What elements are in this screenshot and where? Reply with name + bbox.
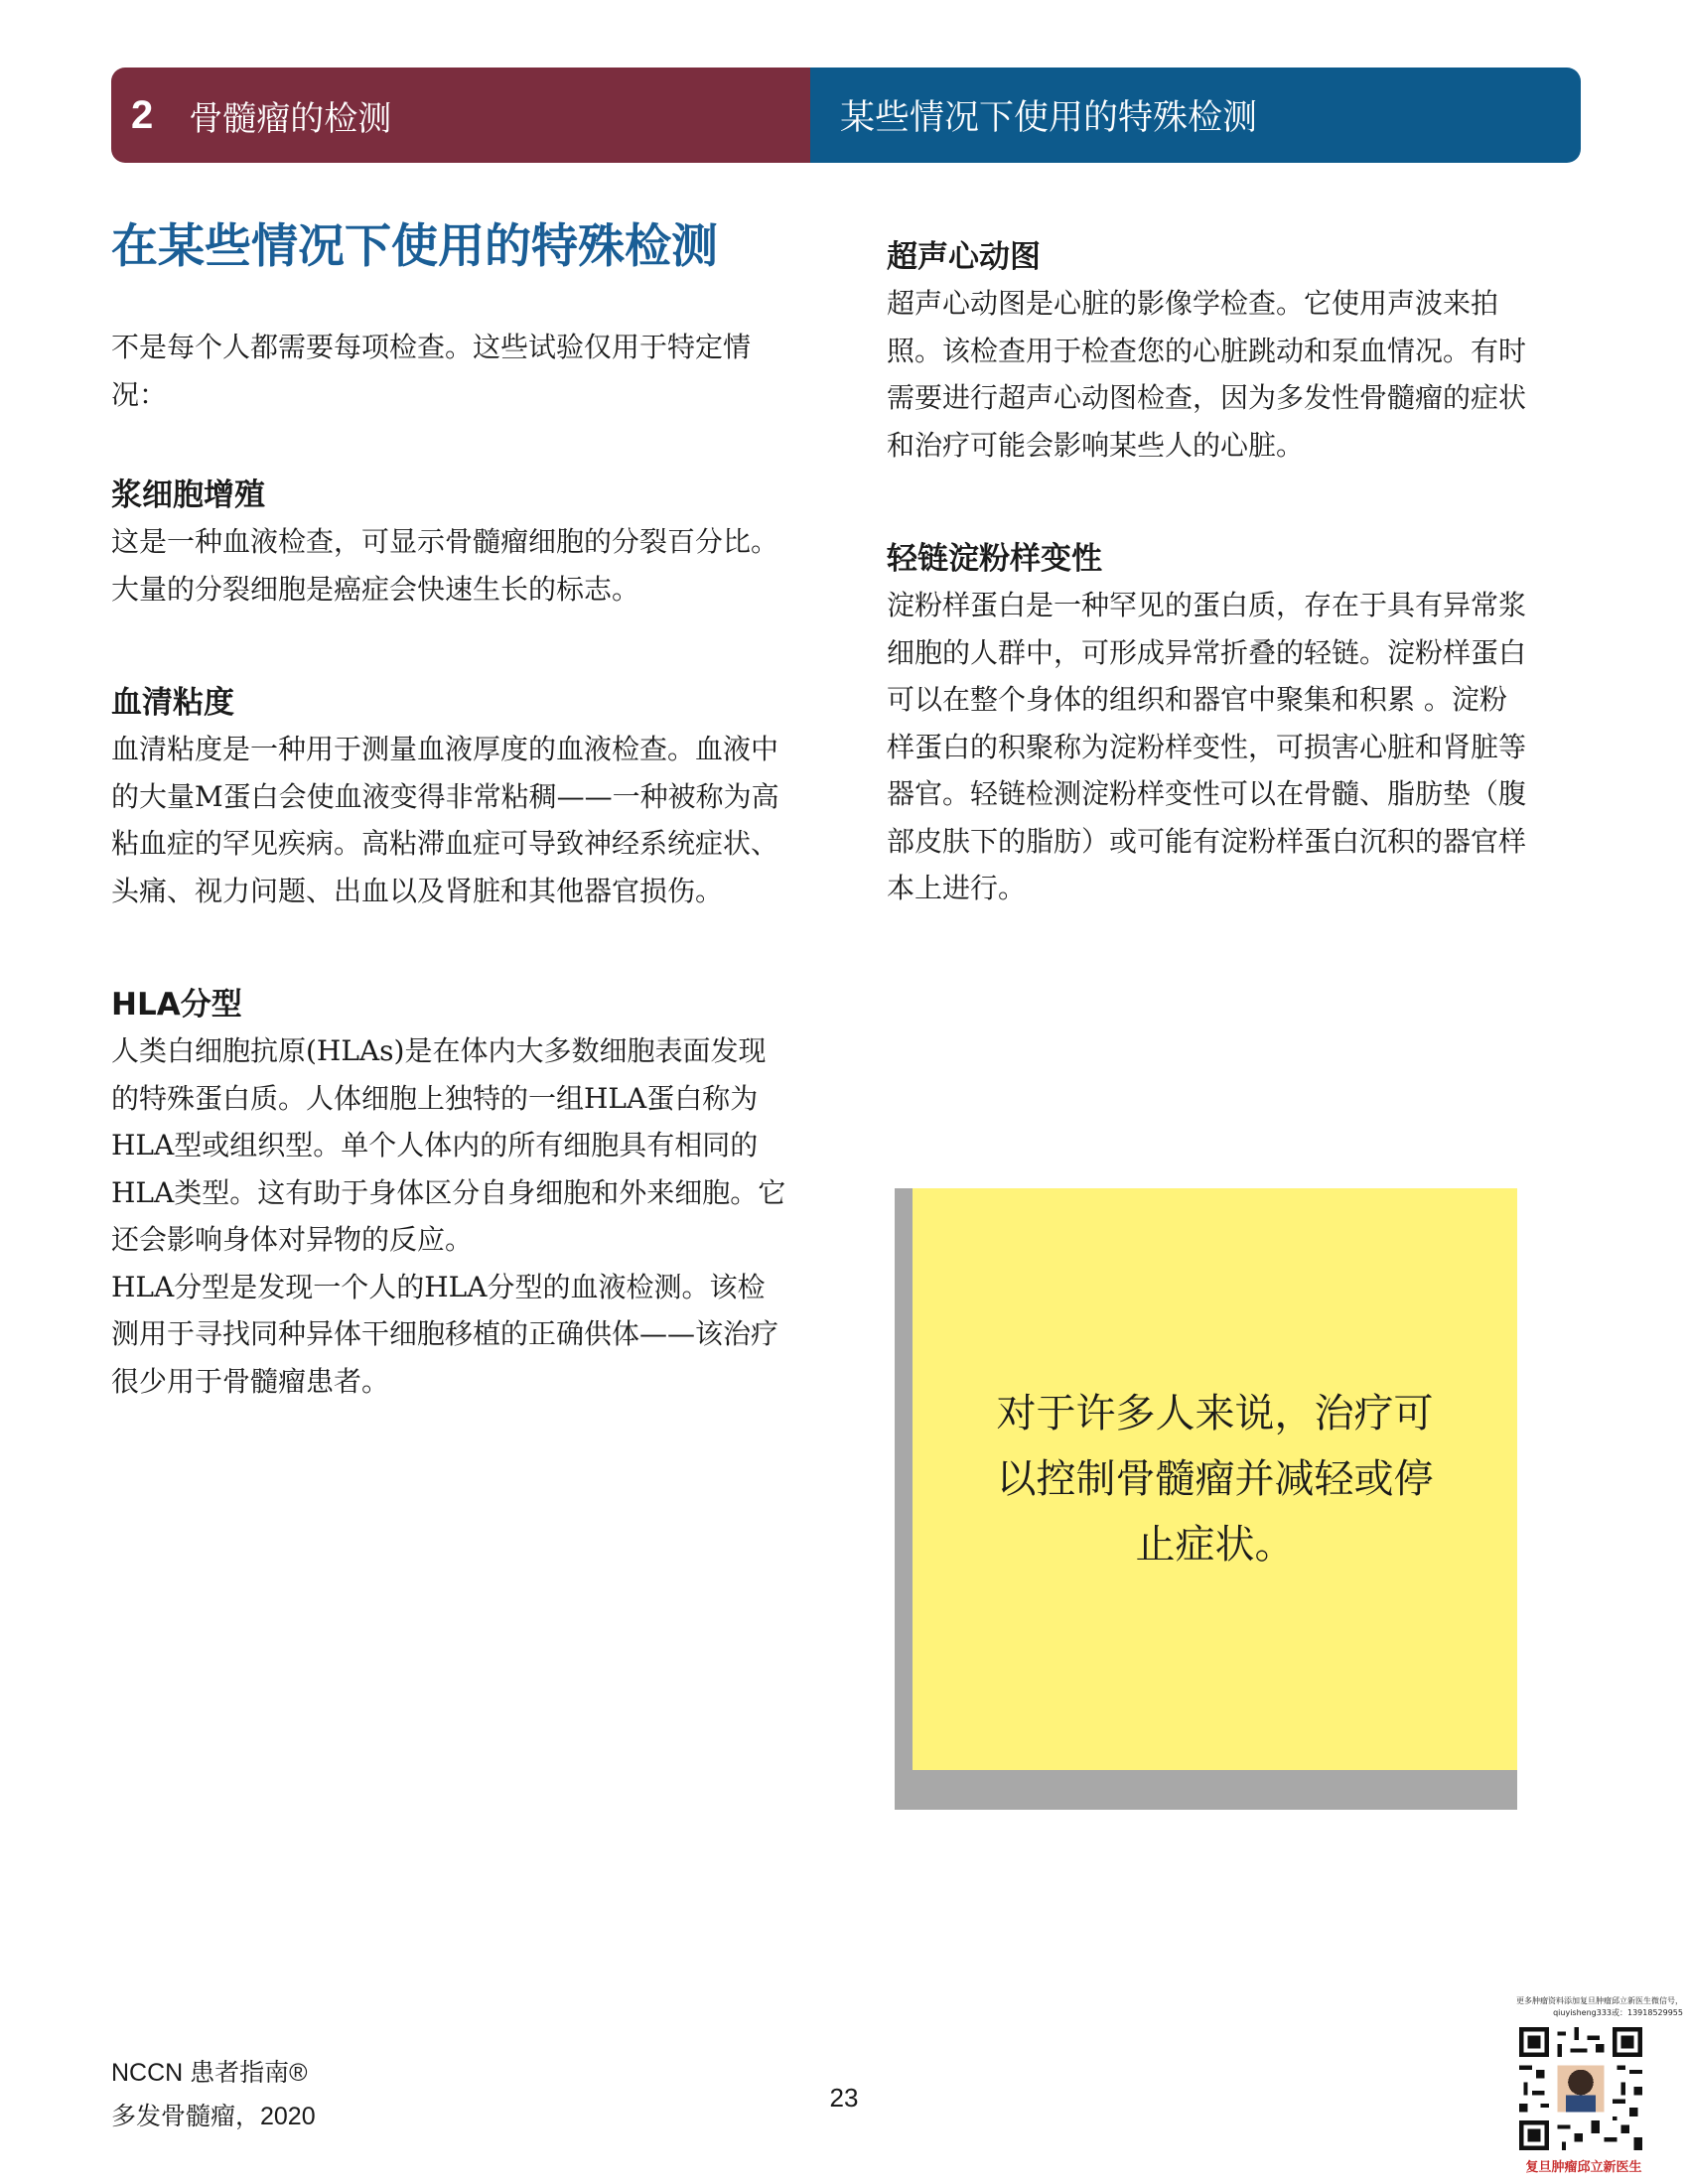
intro-paragraph: 不是每个人都需要每项检查。这些试验仅用于特定情况： [111,331,752,411]
right-column [887,234,1532,912]
section-body: 人类白细胞抗原(HLAs)是在体内大多数细胞表面发现的特殊蛋白质。人体细胞上独特的一组HLA蛋白称为HLA型或组织型。单个人体内的所有细胞具有相同的HLA类型。这有助于身体区分自身细胞和外来细胞。它还会影响身体对异物的反应。 [111,1034,786,1256]
watermark-line-2: qiuyisheng333或：13918529955 [1553,2008,1683,2017]
chapter-bar [111,68,810,163]
section-heading: 血清粘度 [111,685,234,721]
section-heading: 轻链淀粉样变性 [887,541,1102,577]
section-body: 血清粘度是一种用于测量血液厚度的血液检查。血液中的大量M蛋白会使血液变得非常粘稠——一种被称为高粘血症的罕见疾病。高粘滞血症可导致神经系统症状、头痛、视力问题、出血以及肾脏和其他器官损伤。 [111,733,779,907]
section-serum-viscosity [111,680,786,914]
section-echocardiogram [887,234,1532,469]
section-hla-typing [111,982,786,1405]
section-body-2: HLA分型是发现一个人的HLA分型的血液检测。该检测用于寻找同种异体干细胞移植的正确供体——该治疗很少用于骨髓瘤患者。 [111,1270,779,1398]
left-column [111,220,786,1405]
qr-code-icon [1519,2027,1642,2150]
section-heading: 超声心动图 [887,239,1041,275]
section-bar [810,68,1581,163]
section-body: 淀粉样蛋白是一种罕见的蛋白质，存在于具有异常浆细胞的人群中，可形成异常折叠的轻链。淀粉样蛋白可以在整个身体的组织和器官中聚集和积累 。淀粉样蛋白的积聚称为淀粉样变性，可损害心脏和肾脏等器官。轻链检测淀粉样变性可以在骨髓、脂肪垫（腹部皮肤下的脂肪）或可能有淀粉样蛋白沉积的器官样本上进行。 [887,589,1527,904]
page-header [111,68,1581,163]
callout-box [913,1188,1517,1770]
watermark-line-1: 更多肿瘤资料添加复旦肿瘤邱立新医生微信号， [1516,1996,1683,2005]
section-amyloidosis [887,536,1532,912]
section-body: 这是一种血液检查，可显示骨髓瘤细胞的分裂百分比。大量的分裂细胞是癌症会快速生长的标志。 [111,525,779,606]
section-plasma-cell [111,473,786,613]
watermark-bottom: 复旦肿瘤邱立新医生 [1525,2160,1642,2175]
section-title: 某些情况下使用的特殊检测 [840,98,1258,138]
footer-guide-name: NCCN 患者指南® [111,2059,308,2087]
page-title: 在某些情况下使用的特殊检测 [111,219,718,274]
watermark-text [1484,1995,1683,2019]
section-heading: HLA分型 [111,987,242,1023]
callout-text: 对于许多人来说，治疗可以控制骨髓瘤并减轻或停止症状。 [996,1391,1434,1568]
section-heading: 浆细胞增殖 [111,478,265,513]
footer-guide-edition: 多发骨髓瘤，2020 [111,2103,316,2130]
chapter-title: 骨髓瘤的检测 [189,98,392,139]
section-body: 超声心动图是心脏的影像学检查。它使用声波来拍照。该检查用于检查您的心脏跳动和泵血情况。有时需要进行超声心动图检查，因为多发性骨髓瘤的症状和治疗可能会影响某些人的心脏。 [887,287,1527,462]
footer-brand [111,2051,316,2138]
page-number: 23 [829,2083,859,2113]
chapter-number: 2 [131,92,154,137]
